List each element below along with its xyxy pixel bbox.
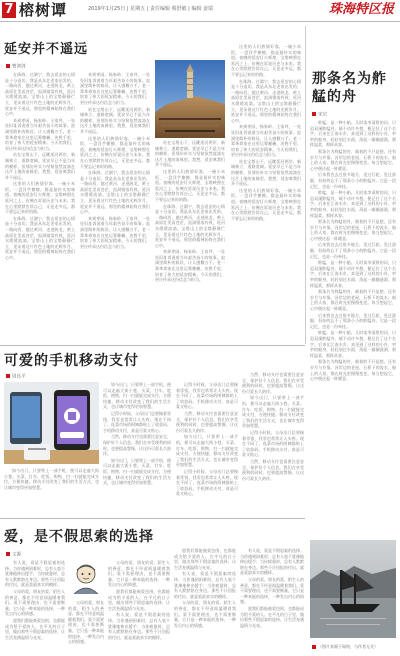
article-body-payment-col4: 如今出门，只要带上一部手机，便可以走遍大街小巷。买菜、打车、吃饭、购物，扫一扫就能完成支付，方便快捷。移动支付改变了我们的生活方式，也让城市变得更加智慧。 (4, 468, 99, 490)
article-title-yanan[interactable]: 延安并不遥远 (4, 42, 89, 57)
article-body-love-col4: 愿我们都能被爱包围，也都能成为给予爱的人。在平凡的日子里，做出那些不假思索的选择，让生活充满温情与光亮。 有人说，爱是不假思索的选择。当你遇到困难时，总有人毫不犹豫地伸出援手；当你疲惫时，总有人默默陪在身边。那些不计回报的付出，就是爱最真实的模样。 父母的爱，朋友的爱，陌生人的善意，都在不经意间温暖着我们。爱不需要理由，也不需要衡量，它只是一种本能的选择，一种发自内心的情感。 (174, 548, 236, 628)
article-body-yanan-col4: 这里的人们热情好客，一碗小米饭、一盘洋芋擦擦，都是最朴实的味道。夜晚的延安灯火辉煌，宝塔映照在延河之上，仿佛在诉说历史与未来。我在心里默默告诉自己，无论走多远，都不要忘记来时的路。 在珠海、过湖宁，我去延安的心情是十分迫切。我是从东北老家出发的，一路向西，越过黄河、走进陕北，黄土高原壮美而苍茫，窑洞错落有致，延河水缓缓流淌。宝塔山上的宝塔静静伫立，见证着这片红色土地的光辉岁月。延安并不遥远，那里的精神始终在我们心中。 来到枣园、杨家岭、王家坪，一处处旧址诉说着当年艰苦奋斗的故事。窑洞里简朴的陈设，让人感慨万千。老一辈革命家在这里运筹帷幄，决胜千里，培育了伟大的延安精神。今天的我们，更应传承这份信念与担当。 站在宝塔山下，远眺延河两岸，新城林立，道路宽阔。延安早已不是当年的模样，但那份朴实与坚韧依然流淌在这片土地的血脉里。我想，延安离我们并不遥远。 这里的人们热情好客，一碗小米饭、一盘洋芋擦擦，都是最朴实的味道。夜晚的延安灯火辉煌，宝塔映照在延河之上，仿佛在诉说历史与未来。我在心里默默告诉自己，无论走多远，都不要忘记来时的路。 (231, 44, 301, 221)
article-byline-love: 文源 (6, 552, 21, 559)
article-body-yanan-col2: 来到枣园、杨家岭、王家坪，一处处旧址诉说着当年艰苦奋斗的故事。窑洞里简朴的陈设，让人感慨万千。老一辈革命家在这里运筹帷幄，决胜千里，培育了伟大的延安精神。今天的我们，更应传承这份信念与担当。 站在宝塔山下，远眺延河两岸，新城林立，道路宽阔。延安早已不是当年的模样，但那份朴实与坚韧依然流淌在这片土地的血脉里。我想，延安离我们并不遥远。 这里的人们热情好客，一碗小米饭、一盘洋芋擦擦，都是最朴实的味道。夜晚的延安灯火辉煌，宝塔映照在延河之上，仿佛在诉说历史与未来。我在心里默默告诉自己，无论走多远，都不要忘记来时的路。 在珠海、过湖宁，我去延安的心情是十分迫切。我是从东北老家出发的，一路向西，越过黄河、走进陕北，黄土高原壮美而苍茫，窑洞错落有致，延河水缓缓流淌。宝塔山上的宝塔静静伫立，见证着这片红色土地的光辉岁月。延安并不遥远，那里的精神始终在我们心中。 来到枣园、杨家岭、王家坪，一处处旧址诉说着当年艰苦奋斗的故事。窑洞里简朴的陈设，让人感慨万千。老一辈革命家在这里运筹帷幄，决胜千里，培育了伟大的延安精神。今天的我们，更应传承这份信念与担当。 (80, 72, 150, 249)
photo-phone-payment (4, 382, 99, 464)
article-body-yanan-col1: 在珠海、过湖宁，我去延安的心情是十分迫切。我是从东北老家出发的，一路向西，越过黄河、走进陕北，黄土高原壮美而苍茫，窑洞错落有致，延河水缓缓流淌。宝塔山上的宝塔静静伫立，见证着这片红色土地的光辉岁月。延安并不遥远，那里的精神始终在我们心中。 来到枣园、杨家岭、王家坪，一处处旧址诉说着当年艰苦奋斗的故事。窑洞里简朴的陈设，让人感慨万千。老一辈革命家在这里运筹帷幄，决胜千里，培育了伟大的延安精神。今天的我们，更应传承这份信念与担当。 站在宝塔山下，远眺延河两岸，新城林立，道路宽阔。延安早已不是当年的模样，但那份朴实与坚韧依然流淌在这片土地的血脉里。我想，延安离我们并不遥远。 这里的人们热情好客，一碗小米饭、一盘洋芋擦擦，都是最朴实的味道。夜晚的延安灯火辉煌，宝塔映照在延河之上，仿佛在诉说历史与未来。我在心里默默告诉自己，无论走多远，都不要忘记来时的路。 在珠海、过湖宁，我去延安的心情是十分迫切。我是从东北老家出发的，一路向西，越过黄河、走进陕北，黄土高原壮美而苍茫，窑洞错落有致，延河水缓缓流淌。宝塔山上的宝塔静静伫立，见证着这片红色土地的光辉岁月。延安并不遥远，那里的精神始终在我们心中。 (5, 72, 75, 260)
article-byline-payment: 周良平 (6, 374, 26, 381)
page-header (0, 0, 400, 22)
article-body-love-col3: 父母的爱，朋友的爱，陌生人的善意，都在不经意间温暖着我们。爱不需要理由，也不需要衡量，它只是一种本能的选择，一种发自内心的情感。 愿我们都能被爱包围，也都能成为给予爱的人。在平凡的日子里，做出那些不假思索的选择，让生活充满温情与光亮。 有人说，爱是不假思索的选择。当你遇到困难时，总有人毫不犹豫地伸出援手；当你疲惫时，总有人默默陪在身边。那些不计回报的付出，就是爱最真实的模样。 (108, 560, 170, 640)
article-byline-yanan: 曹鸿剑 (6, 64, 26, 71)
article-title-love[interactable]: 爱，是不假思索的选择 (4, 529, 154, 545)
issue-meta: 2019年1月25日 | 星期五 | 责任编辑 蔡舒敏 | 编辑 姜瑞 (88, 6, 214, 12)
article-body-payment-col1: 如今出门，只要带上一部手机，便可以走遍大街小巷。买菜、打车、吃饭、购物，扫一扫就能完成支付，方便快捷。移动支付改变了我们的生活方式，也让城市变得更加智慧。 记得小时候，父母出门总要揣着零钱，找零也常常让人头疼。现在不同了，连菜市场的阿姨都贴上了收款码。手机移动支付，真是可爱又贴心。 当然，移动支付也需要注意安全，保护好个人信息。我们在享受便利的同时，也要提高警惕，让这份可爱长久陪伴。 如今出门，只要带上一部手机，便可以走遍大街小巷。买菜、打车、吃饭、购物，扫一扫就能完成支付，方便快捷。移动支付改变了我们的生活方式，也让城市变得更加智慧。 (103, 382, 171, 486)
article-body-payment-col3: 当然，移动支付也需要注意安全，保护好个人信息。我们在享受便利的同时，也要提高警惕，让这份可爱长久陪伴。 如今出门，只要带上一部手机，便可以走遍大街小巷。买菜、打车、吃饭、购物，扫一扫就能完成支付，方便快捷。移动支付改变了我们的生活方式，也让城市变得更加智慧。 记得小时候，父母出门总要揣着零钱，找零也常常让人头疼。现在不同了，连菜市场的阿姨都贴上了收款码。手机移动支付，真是可爱又贴心。 当然，移动支付也需要注意安全，保护好个人信息。我们在享受便利的同时，也要提高警惕，让这份可爱长久陪伴。 (242, 372, 304, 481)
article-title-zhameng[interactable]: 那条名为舴艋的舟 (312, 71, 387, 105)
masthead-logo: 珠海特区报 (328, 2, 394, 17)
article-body-love-col1: 有人说，爱是不假思索的选择。当你遇到困难时，总有人毫不犹豫地伸出援手；当你疲惫时，总有人默默陪在身边。那些不计回报的付出，就是爱最真实的模样。 父母的爱，朋友的爱，陌生人的善意，都在不经意间温暖着我们。爱不需要理由，也不需要衡量，它只是一种本能的选择，一种发自内心的情感。 愿我们都能被爱包围，也都能成为给予爱的人。在平凡的日子里，做出那些不假思索的选择，让生活充满温情与光亮。 (5, 560, 65, 640)
article-byline-zhameng: 宋宗 (312, 112, 327, 119)
article-body-love-col5: 有人说，爱是不假思索的选择。当你遇到困难时，总有人毫不犹豫地伸出援手；当你疲惫时，总有人默默陪在身边。那些不计回报的付出，就是爱最真实的模样。 父母的爱，朋友的爱，陌生人的善意，都在不经意间温暖着我们。爱不需要理由，也不需要衡量，它只是一种本能的选择，一种发自内心的情感。 愿我们都能被爱包围，也都能成为给予爱的人。在平凡的日子里，做出那些不假思索的选择，让生活充满温情与光亮。 (240, 548, 304, 628)
photo-yanan-pagoda (155, 60, 225, 138)
section-divider-2 (0, 518, 305, 519)
column-divider (305, 26, 306, 344)
article-title-payment[interactable]: 可爱的手机移动支付 (4, 353, 139, 369)
article-body-zhameng: 舴艋，是一种小船。儿时读李清照的词，只恐双溪舴艋舟，载不动许多愁，便记住了这个名字。后来在江南水乡，真见到了这样的小舟，窄窄的船身，轻轻划过水面，荡起一圈圈涟漪，那样温柔，那样从容。 那条名为舴艋的舟，载着的不只是愁，还有岁月与乡情。河岸边的老屋，石桥下的流水，船上的人家，都在时光里慢慢变老。每当想起它，心中便泛起一阵暖意。 后来我也去过很多地方，见过巨轮，见过游艇，但始终忘不了那条小小的舴艋舟。它是一段记忆，也是一份牵挂。 舴艋，是一种小船。儿时读李清照的词，只恐双溪舴艋舟，载不动许多愁，便记住了这个名字。后来在江南水乡，真见到了这样的小舟，窄窄的船身，轻轻划过水面，荡起一圈圈涟漪，那样温柔，那样从容。 那条名为舴艋的舟，载着的不只是愁，还有岁月与乡情。河岸边的老屋，石桥下的流水，船上的人家，都在时光里慢慢变老。每当想起它，心中便泛起一阵暖意。 后来我也去过很多地方，见过巨轮，见过游艇，但始终忘不了那条小小的舴艋舟。它是一段记忆，也是一份牵挂。 舴艋，是一种小船。儿时读李清照的词，只恐双溪舴艋舟，载不动许多愁，便记住了这个名字。后来在江南水乡，真见到了这样的小舟，窄窄的船身，轻轻划过水面，荡起一圈圈涟漪，那样温柔，那样从容。 那条名为舴艋的舟，载着的不只是愁，还有岁月与乡情。河岸边的老屋，石桥下的流水，船上的人家，都在时光里慢慢变老。每当想起它，心中便泛起一阵暖意。 后来我也去过很多地方，见过巨轮，见过游艇，但始终忘不了那条小小的舴艋舟。它是一段记忆，也是一份牵挂。 舴艋，是一种小船。儿时读李清照的词，只恐双溪舴艋舟，载不动许多愁，便记住了这个名字。后来在江南水乡，真见到了这样的小舟，窄窄的船身，轻轻划过水面，荡起一圈圈涟漪，那样温柔，那样从容。 那条名为舴艋的舟，载着的不只是愁，还有岁月与乡情。河岸边的老屋，石桥下的流水，船上的人家，都在时光里慢慢变老。每当想起它，心中便泛起一阵暖意。 (310, 120, 396, 382)
article-body-payment-col2: 记得小时候，父母出门总要揣着零钱，找零也常常让人头疼。现在不同了，连菜市场的阿姨都贴上了收款码。手机移动支付，真是可爱又贴心。 当然，移动支付也需要注意安全，保护好个人信息。我们在享受便利的同时，也要提高警惕，让这份可爱长久陪伴。 如今出门，只要带上一部手机，便可以走遍大街小巷。买菜、打车、吃饭、购物，扫一扫就能完成支付，方便快捷。移动支付改变了我们的生活方式，也让城市变得更加智慧。 记得小时候，父母出门总要揣着零钱，找零也常常让人头疼。现在不同了，连菜市场的阿姨都贴上了收款码。手机移动支付，真是可爱又贴心。 (176, 382, 238, 497)
photo-boat (310, 540, 396, 638)
article-body-love-col2: 父母的爱，朋友的爱，陌生人的善意，都在不经意间温暖着我们。爱不需要理由，也不需要衡量，它只是一种本能的选择，一种发自内心的情感。 (68, 600, 104, 645)
page-number: 7 (2, 2, 16, 18)
section-divider-1 (0, 345, 305, 346)
illustration-love (68, 560, 104, 596)
photo-caption: （图片来源于网络，与作者无关） (312, 644, 378, 650)
article-body-yanan-col3: 站在宝塔山下，远眺延河两岸，新城林立，道路宽阔。延安早已不是当年的模样，但那份朴实与坚韧依然流淌在这片土地的血脉里。我想，延安离我们并不遥远。 这里的人们热情好客，一碗小米饭、一盘洋芋擦擦，都是最朴实的味道。夜晚的延安灯火辉煌，宝塔映照在延河之上，仿佛在诉说历史与未来。我在心里默默告诉自己，无论走多远，都不要忘记来时的路。 在珠海、过湖宁，我去延安的心情是十分迫切。我是从东北老家出发的，一路向西，越过黄河、走进陕北，黄土高原壮美而苍茫，窑洞错落有致，延河水缓缓流淌。宝塔山上的宝塔静静伫立，见证着这片红色土地的光辉岁月。延安并不遥远，那里的精神始终在我们心中。 来到枣园、杨家岭、王家坪，一处处旧址诉说着当年艰苦奋斗的故事。窑洞里简朴的陈设，让人感慨万千。老一辈革命家在这里运筹帷幄，决胜千里，培育了伟大的延安精神。今天的我们，更应传承这份信念与担当。 (155, 140, 225, 283)
section-title: 榕树谭 (19, 1, 68, 19)
